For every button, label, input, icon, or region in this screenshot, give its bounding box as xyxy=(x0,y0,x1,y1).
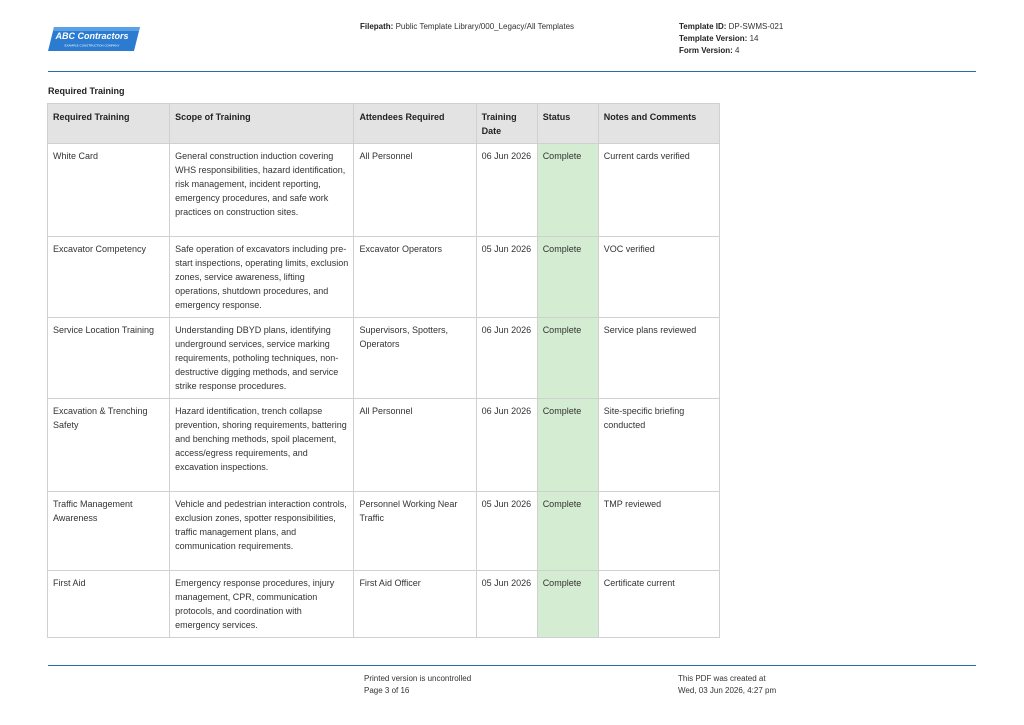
training-name-cell: Excavation & Trenching Safety xyxy=(48,399,170,492)
notes-cell: Certificate current xyxy=(598,571,719,638)
date-cell: 05 Jun 2026 xyxy=(476,571,537,638)
column-header: Training Date xyxy=(476,104,537,144)
company-logo xyxy=(48,26,140,52)
template-version xyxy=(679,33,783,45)
header-divider xyxy=(48,71,976,72)
date-cell: 06 Jun 2026 xyxy=(476,318,537,399)
table-row xyxy=(48,144,720,237)
scope-cell: General construction induction covering WHS responsibilities, hazard identification, risk management, incident reporting, emergency procedures, and safe work practices on construction sites. xyxy=(170,144,354,237)
created-timestamp: Wed, 03 Jun 2026, 4:27 pm xyxy=(678,686,777,695)
attendees-cell: All Personnel xyxy=(354,144,476,237)
footer-print-info xyxy=(364,673,471,697)
notes-cell: Service plans reviewed xyxy=(598,318,719,399)
column-header: Attendees Required xyxy=(354,104,476,144)
notes-cell: Site-specific briefing conducted xyxy=(598,399,719,492)
logo-text: ABC Contractors xyxy=(55,31,129,41)
table-row xyxy=(48,571,720,638)
created-label: This PDF was created at xyxy=(678,674,766,683)
form-version-label: Form Version: xyxy=(679,46,733,55)
scope-cell: Understanding DBYD plans, identifying underground services, service marking requirements, potholing techniques, non-destructive digging methods, and service strike response procedures. xyxy=(170,318,354,399)
template-version-value: 14 xyxy=(749,34,759,43)
template-version-label: Template Version: xyxy=(679,34,748,43)
status-cell: Complete xyxy=(537,399,598,492)
date-cell: 06 Jun 2026 xyxy=(476,399,537,492)
column-header: Required Training xyxy=(48,104,170,144)
status-cell: Complete xyxy=(537,318,598,399)
scope-cell: Emergency response procedures, injury management, CPR, communication protocols, and coordination with emergency services. xyxy=(170,571,354,638)
column-header: Notes and Comments xyxy=(598,104,719,144)
section-title: Required Training xyxy=(48,86,125,96)
date-cell: 05 Jun 2026 xyxy=(476,492,537,571)
attendees-cell: Supervisors, Spotters, Operators xyxy=(354,318,476,399)
template-id-value: DP-SWMS-021 xyxy=(728,22,784,31)
form-version xyxy=(679,45,783,57)
notes-cell: TMP reviewed xyxy=(598,492,719,571)
template-meta xyxy=(679,21,783,57)
notes-cell: VOC verified xyxy=(598,237,719,318)
uncontrolled-notice: Printed version is uncontrolled xyxy=(364,674,472,683)
scope-cell: Safe operation of excavators including pre-start inspections, operating limits, exclusion zones, service awareness, lifting operations, shutdown procedures, and emergency response. xyxy=(170,237,354,318)
date-cell: 05 Jun 2026 xyxy=(476,237,537,318)
scope-cell: Vehicle and pedestrian interaction controls, exclusion zones, spotter responsibilities, traffic management plans, and communication requirements. xyxy=(170,492,354,571)
training-name-cell: Excavator Competency xyxy=(48,237,170,318)
template-id xyxy=(679,21,783,33)
attendees-cell: Excavator Operators xyxy=(354,237,476,318)
form-version-value: 4 xyxy=(735,46,740,55)
training-name-cell: First Aid xyxy=(48,571,170,638)
column-header: Status xyxy=(537,104,598,144)
training-table xyxy=(47,103,720,638)
footer-divider xyxy=(48,665,976,666)
table-row xyxy=(48,318,720,399)
filepath-label: Filepath: xyxy=(360,22,394,31)
status-cell: Complete xyxy=(537,144,598,237)
training-name-cell: Traffic Management Awareness xyxy=(48,492,170,571)
training-name-cell: White Card xyxy=(48,144,170,237)
footer-created-info xyxy=(678,673,776,697)
column-header: Scope of Training xyxy=(170,104,354,144)
date-cell: 06 Jun 2026 xyxy=(476,144,537,237)
status-cell: Complete xyxy=(537,571,598,638)
attendees-cell: First Aid Officer xyxy=(354,571,476,638)
table-row xyxy=(48,492,720,571)
status-cell: Complete xyxy=(537,237,598,318)
page-number: Page 3 of 16 xyxy=(364,686,410,695)
training-name-cell: Service Location Training xyxy=(48,318,170,399)
filepath-value: Public Template Library/000_Legacy/All Templates xyxy=(395,22,575,31)
attendees-cell: Personnel Working Near Traffic xyxy=(354,492,476,571)
table-header-row xyxy=(48,104,720,144)
table-row xyxy=(48,237,720,318)
filepath xyxy=(360,21,574,33)
attendees-cell: All Personnel xyxy=(354,399,476,492)
scope-cell: Hazard identification, trench collapse prevention, shoring requirements, battering and benching methods, spoil placement, access/egress requirements, and excavation inspections. xyxy=(170,399,354,492)
template-id-label: Template ID: xyxy=(679,22,727,31)
logo-subtext: EXAMPLE CONSTRUCTION COMPANY xyxy=(64,43,120,48)
status-cell: Complete xyxy=(537,492,598,571)
notes-cell: Current cards verified xyxy=(598,144,719,237)
table-row xyxy=(48,399,720,492)
